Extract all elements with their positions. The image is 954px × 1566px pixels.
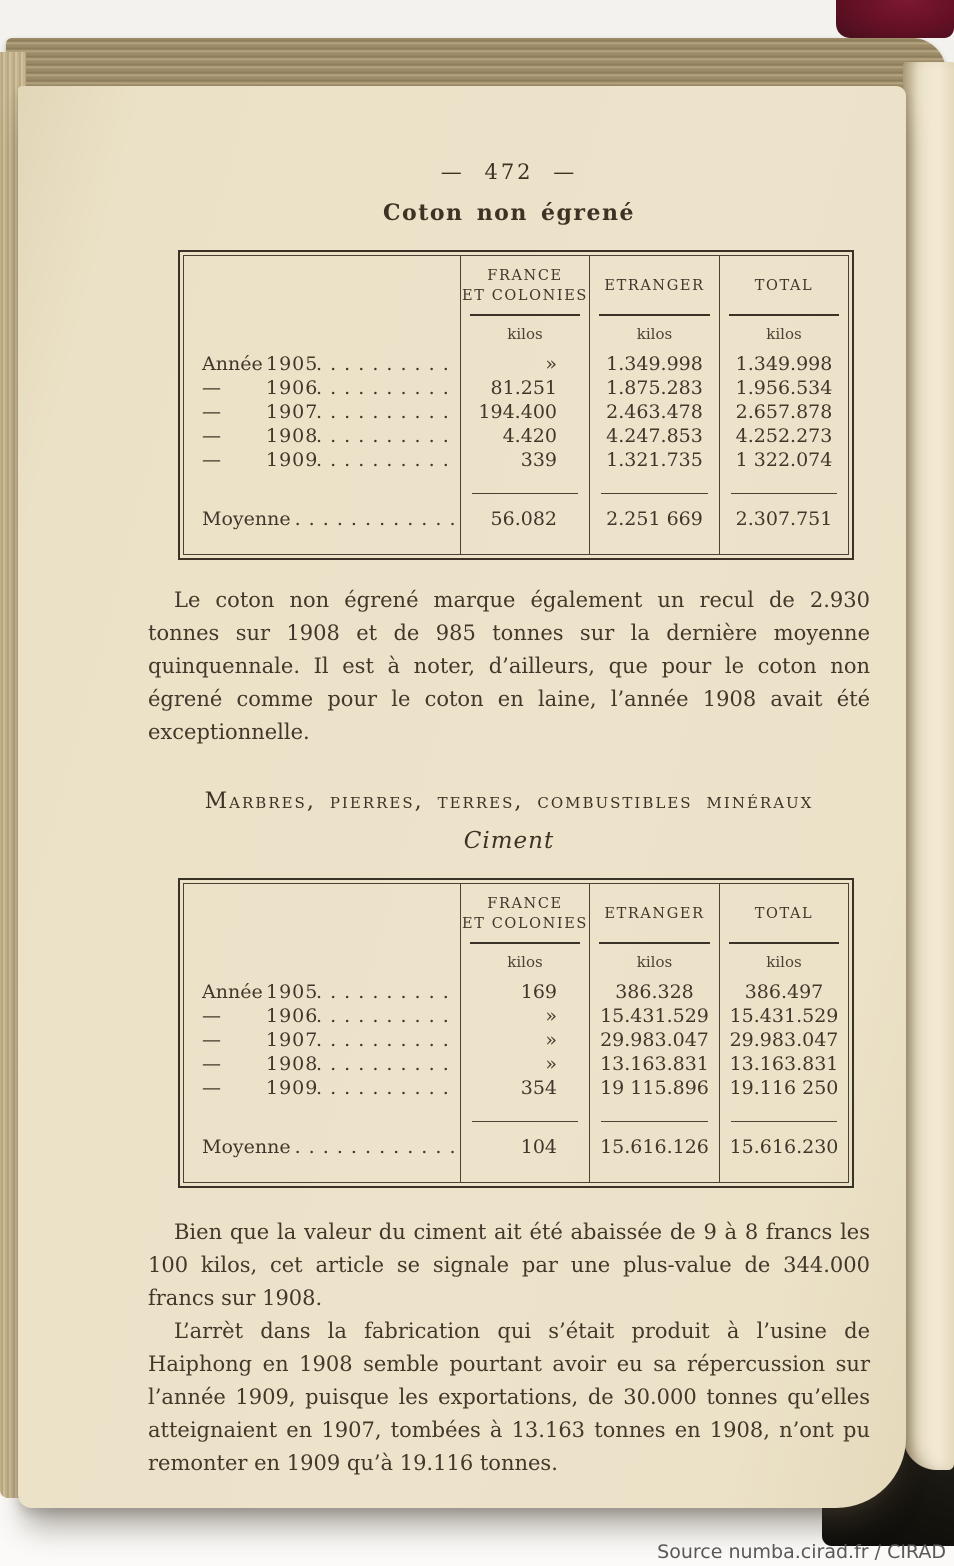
dot-leader: . . . . . . . . . . bbox=[316, 377, 450, 399]
units-empty-cell bbox=[184, 944, 460, 980]
row-prefix: — bbox=[202, 1029, 221, 1051]
year-cell bbox=[184, 1004, 460, 1028]
row-year: 1909 bbox=[266, 1077, 319, 1099]
etranger-value: 1.321.735 bbox=[589, 448, 719, 472]
france-value: 354 bbox=[460, 1076, 589, 1100]
etranger-value: 2.463.478 bbox=[589, 400, 719, 424]
year-cell bbox=[184, 1076, 460, 1100]
etranger-value: 29.983.047 bbox=[589, 1028, 719, 1052]
france-value: 169 bbox=[460, 980, 589, 1004]
subsection-title: Ciment bbox=[463, 828, 555, 854]
row-prefix: — bbox=[202, 377, 221, 399]
row-prefix: — bbox=[202, 449, 221, 471]
france-value: » bbox=[460, 1052, 589, 1076]
table-row-1906 bbox=[184, 1004, 848, 1028]
spacer-cell bbox=[460, 1170, 589, 1182]
row-year: 1906 bbox=[266, 1005, 319, 1027]
average-label-cell bbox=[184, 1124, 460, 1170]
year-cell bbox=[184, 400, 460, 424]
page-title: Coton non égrené bbox=[383, 200, 635, 226]
paragraph-ciment-1: Bien que la valeur du ciment ait été abaissée de 9 à 8 francs les 100 kilos, cet article se signale par une plus-value de 344.000 francs sur 1908. bbox=[148, 1220, 870, 1310]
table-units-row bbox=[184, 316, 848, 352]
dot-leader: . . . . . . . . . . bbox=[316, 1005, 450, 1027]
book-cover-top-right bbox=[836, 0, 954, 38]
dot-leader: . . . . . . . . . . bbox=[316, 1029, 450, 1051]
paragraph-coton: Le coton non égrené marque également un recul de 2.930 tonnes sur 1908 et de 985 tonnes sur la dernière moyenne quinquennale. Il est à noter, d’ailleurs, que pour le coton non égrené comme pour le coton en laine, l’année 1908 avait été exceptionnelle. bbox=[148, 588, 870, 744]
average-label-cell bbox=[184, 496, 460, 542]
row-prefix: — bbox=[202, 1005, 221, 1027]
row-year: 1907 bbox=[266, 1029, 319, 1051]
header-etranger: ETRANGER bbox=[589, 256, 719, 316]
book-page bbox=[18, 86, 906, 1508]
spacer-cell bbox=[719, 542, 848, 554]
year-cell bbox=[184, 1028, 460, 1052]
dot-leader: . . . . . . . . . . bbox=[316, 981, 450, 1003]
pre-average-rule-row bbox=[184, 1100, 848, 1124]
header-france-colonies bbox=[460, 256, 589, 316]
etranger-value: 1.349.998 bbox=[589, 352, 719, 376]
year-cell bbox=[184, 1052, 460, 1076]
table-coton-non-egrene bbox=[178, 250, 854, 560]
header-france-line2: ET COLONIES bbox=[462, 288, 588, 304]
total-value: 386.497 bbox=[719, 980, 848, 1004]
row-prefix: — bbox=[202, 1053, 221, 1075]
row-prefix: — bbox=[202, 425, 221, 447]
unit-kilos: kilos bbox=[719, 316, 848, 352]
year-cell bbox=[184, 352, 460, 376]
average-row bbox=[184, 1124, 848, 1170]
table-ciment bbox=[178, 878, 854, 1188]
header-france-line1: FRANCE bbox=[487, 896, 563, 912]
etranger-value: 19 115.896 bbox=[589, 1076, 719, 1100]
row-year: 1907 bbox=[266, 401, 319, 423]
header-france-line1: FRANCE bbox=[487, 268, 563, 284]
table-row-1908 bbox=[184, 424, 848, 448]
year-cell bbox=[184, 424, 460, 448]
france-value: » bbox=[460, 352, 589, 376]
row-prefix: — bbox=[202, 1077, 221, 1099]
total-value: 2.657.878 bbox=[719, 400, 848, 424]
scan-footer-bar bbox=[0, 1536, 954, 1566]
table-bottom-pad bbox=[184, 1170, 848, 1182]
total-value: 1.349.998 bbox=[719, 352, 848, 376]
average-row bbox=[184, 496, 848, 542]
etranger-value: 15.431.529 bbox=[589, 1004, 719, 1028]
table-row-1905 bbox=[184, 980, 848, 1004]
page-content bbox=[148, 160, 870, 1480]
dot-leader: . . . . . . . . . . bbox=[316, 1053, 450, 1075]
etranger-value: 13.163.831 bbox=[589, 1052, 719, 1076]
row-year: 1905 bbox=[266, 981, 319, 1003]
units-empty-cell bbox=[184, 316, 460, 352]
spacer-cell bbox=[460, 542, 589, 554]
table-row-1905 bbox=[184, 352, 848, 376]
header-france-colonies bbox=[460, 884, 589, 944]
adjacent-page-edge bbox=[903, 62, 954, 1470]
dot-leader: . . . . . . . . . . bbox=[316, 353, 450, 375]
header-etranger: ETRANGER bbox=[589, 884, 719, 944]
row-year: 1905 bbox=[266, 353, 319, 375]
france-average: 104 bbox=[460, 1124, 589, 1170]
spacer-cell bbox=[184, 542, 460, 554]
table-header-row bbox=[184, 256, 848, 316]
spacer-cell bbox=[719, 472, 848, 496]
paragraph-ciment-2: L’arrèt dans la fabrication qui s’était produit à l’usine de Haiphong en 1908 semble pourtant avoir eu sa répercussion sur l’année 1909, puisque les exportations, de 30.000 tonnes qu’elles atteignaient en 1907, tombées à 13.163 tonnes en 1908, n’ont pu remonter en 1909 qu’à 19.116 tonnes. bbox=[148, 1319, 870, 1475]
header-empty-cell bbox=[184, 256, 460, 316]
header-empty-cell bbox=[184, 884, 460, 944]
table-row-1907 bbox=[184, 1028, 848, 1052]
section-heading: Marbres, pierres, terres, combustibles minéraux bbox=[204, 789, 814, 814]
spacer-cell bbox=[589, 1170, 719, 1182]
etranger-value: 386.328 bbox=[589, 980, 719, 1004]
spacer-cell bbox=[184, 1170, 460, 1182]
total-value: 13.163.831 bbox=[719, 1052, 848, 1076]
year-cell bbox=[184, 376, 460, 400]
header-total: TOTAL bbox=[719, 884, 848, 944]
spacer-cell bbox=[589, 542, 719, 554]
row-prefix: Année bbox=[202, 981, 263, 1003]
spacer-cell bbox=[719, 1100, 848, 1124]
average-label: Moyenne bbox=[202, 508, 291, 530]
total-value: 1.956.534 bbox=[719, 376, 848, 400]
france-value: 4.420 bbox=[460, 424, 589, 448]
row-year: 1906 bbox=[266, 377, 319, 399]
table-row-1909 bbox=[184, 448, 848, 472]
etranger-average: 15.616.126 bbox=[589, 1124, 719, 1170]
france-value: » bbox=[460, 1004, 589, 1028]
spacer-cell bbox=[589, 472, 719, 496]
table-row-1908 bbox=[184, 1052, 848, 1076]
france-average: 56.082 bbox=[460, 496, 589, 542]
table-row-1909 bbox=[184, 1076, 848, 1100]
table-row-1907 bbox=[184, 400, 848, 424]
page-number: — 472 — bbox=[440, 160, 578, 184]
france-value: » bbox=[460, 1028, 589, 1052]
row-year: 1908 bbox=[266, 1053, 319, 1075]
spacer-cell bbox=[460, 472, 589, 496]
unit-kilos: kilos bbox=[589, 944, 719, 980]
dot-leader: . . . . . . . . . . . . bbox=[294, 1136, 457, 1158]
total-average: 15.616.230 bbox=[719, 1124, 848, 1170]
header-france-line2: ET COLONIES bbox=[462, 916, 588, 932]
table-row-1906 bbox=[184, 376, 848, 400]
dot-leader: . . . . . . . . . . bbox=[316, 449, 450, 471]
unit-kilos: kilos bbox=[719, 944, 848, 980]
source-attribution: Source numba.cirad.fr / CIRAD bbox=[657, 1541, 946, 1563]
row-prefix: Année bbox=[202, 353, 263, 375]
dot-leader: . . . . . . . . . . bbox=[316, 425, 450, 447]
total-value: 19.116 250 bbox=[719, 1076, 848, 1100]
total-value: 15.431.529 bbox=[719, 1004, 848, 1028]
dot-leader: . . . . . . . . . . bbox=[316, 1077, 450, 1099]
table-units-row bbox=[184, 944, 848, 980]
total-value: 1 322.074 bbox=[719, 448, 848, 472]
spacer-cell bbox=[589, 1100, 719, 1124]
spacer-cell bbox=[184, 472, 460, 496]
spacer-cell bbox=[184, 1100, 460, 1124]
france-value: 194.400 bbox=[460, 400, 589, 424]
spacer-cell bbox=[719, 1170, 848, 1182]
row-year: 1908 bbox=[266, 425, 319, 447]
table-header-row bbox=[184, 884, 848, 944]
total-value: 29.983.047 bbox=[719, 1028, 848, 1052]
dot-leader: . . . . . . . . . . . . bbox=[294, 508, 457, 530]
year-cell bbox=[184, 448, 460, 472]
france-value: 81.251 bbox=[460, 376, 589, 400]
average-label: Moyenne bbox=[202, 1136, 291, 1158]
total-average: 2.307.751 bbox=[719, 496, 848, 542]
france-value: 339 bbox=[460, 448, 589, 472]
unit-kilos: kilos bbox=[589, 316, 719, 352]
unit-kilos: kilos bbox=[460, 944, 589, 980]
pre-average-rule-row bbox=[184, 472, 848, 496]
unit-kilos: kilos bbox=[460, 316, 589, 352]
etranger-value: 1.875.283 bbox=[589, 376, 719, 400]
header-total: TOTAL bbox=[719, 256, 848, 316]
row-year: 1909 bbox=[266, 449, 319, 471]
dot-leader: . . . . . . . . . . bbox=[316, 401, 450, 423]
etranger-average: 2.251 669 bbox=[589, 496, 719, 542]
year-cell bbox=[184, 980, 460, 1004]
spacer-cell bbox=[460, 1100, 589, 1124]
etranger-value: 4.247.853 bbox=[589, 424, 719, 448]
table-bottom-pad bbox=[184, 542, 848, 554]
total-value: 4.252.273 bbox=[719, 424, 848, 448]
row-prefix: — bbox=[202, 401, 221, 423]
